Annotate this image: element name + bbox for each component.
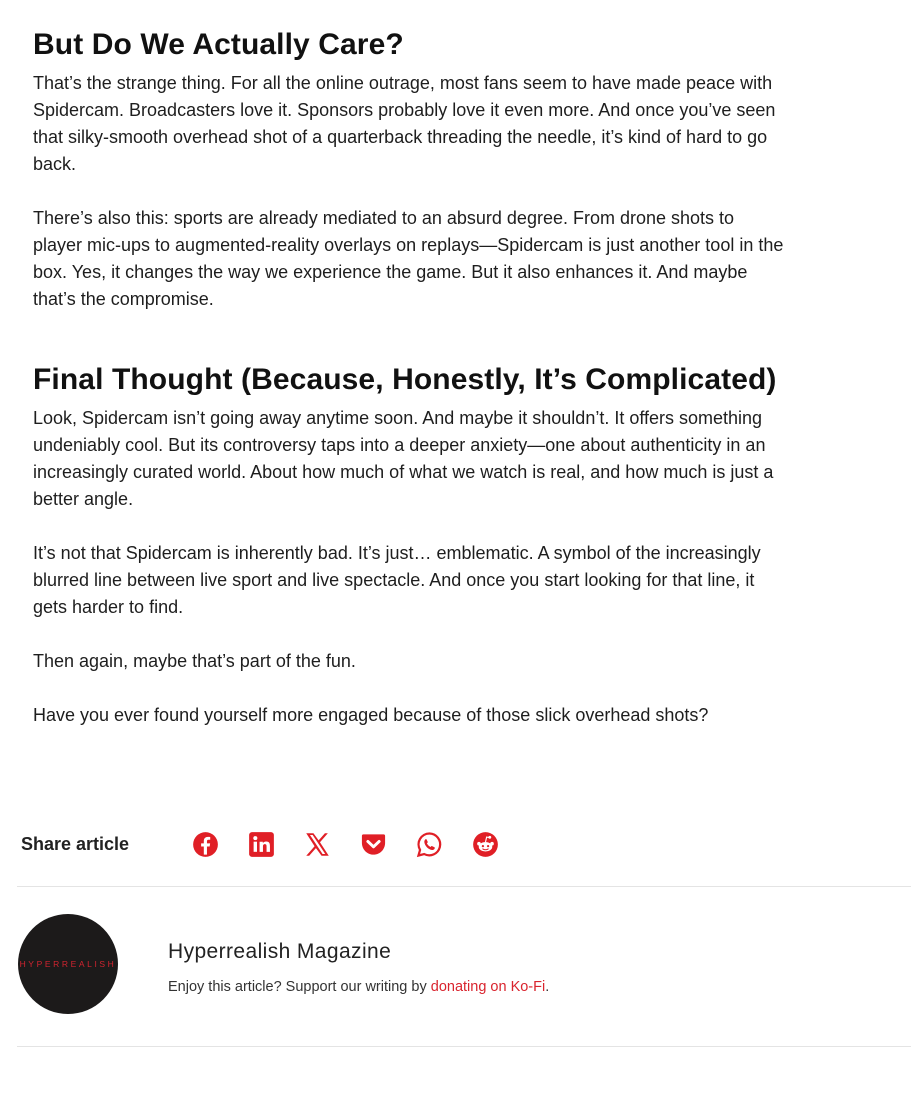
reddit-icon[interactable]	[469, 828, 501, 860]
linkedin-icon[interactable]	[245, 828, 277, 860]
author-box	[18, 914, 911, 1014]
author-bio-text: Enjoy this article? Support our writing by	[168, 979, 431, 995]
article-paragraph: It’s not that Spidercam is inherently bad. It’s just… emblematic. A symbol of the increasingly blurred line between live sport and live spectacle. And once you start looking for that line, it gets harder to find.	[33, 543, 761, 617]
section-heading: Final Thought (Because, Honestly, It’s Complicated)	[33, 363, 777, 396]
divider	[17, 886, 911, 887]
article-paragraph: Have you ever found yourself more engaged because of those slick overhead shots?	[33, 705, 709, 725]
whatsapp-icon[interactable]	[413, 828, 445, 860]
section-heading: But Do We Actually Care?	[33, 28, 404, 61]
article-paragraph: There’s also this: sports are already mediated to an absurd degree. From drone shots to player mic-ups to augmented-reality overlays on replays—Spidercam is just another tool in the box. Yes, it changes the way we experience the game. But it also enhances it. And maybe that’s the compromise.	[33, 208, 784, 309]
share-bar	[21, 826, 911, 862]
facebook-icon[interactable]	[189, 828, 221, 860]
share-icons	[189, 828, 501, 860]
author-name[interactable]: Hyperrealish Magazine	[168, 940, 392, 963]
kofi-donate-link[interactable]: donating on Ko-Fi	[430, 979, 546, 995]
pocket-icon[interactable]	[357, 828, 389, 860]
divider	[17, 1046, 911, 1047]
article-body	[33, 24, 788, 756]
avatar[interactable]	[18, 914, 118, 1014]
author-bio	[168, 979, 549, 995]
avatar-logo-text: HYPERREALISH	[19, 959, 117, 969]
share-label: Share article	[21, 833, 130, 854]
article-paragraph: Then again, maybe that’s part of the fun.	[33, 651, 356, 671]
article-paragraph: That’s the strange thing. For all the online outrage, most fans seem to have made peace with Spidercam. Broadcasters love it. Sponsors probably love it even more. And once you’ve seen that silky-smooth overhead shot of a quarterback threading the needle, it’s kind of hard to go back.	[33, 73, 776, 174]
x-icon[interactable]	[301, 828, 333, 860]
author-bio-suffix: .	[545, 979, 550, 995]
article-paragraph: Look, Spidercam isn’t going away anytime soon. And maybe it shouldn’t. It offers something undeniably cool. But its controversy taps into a deeper anxiety—one about authenticity in an increasingly curated world. About how much of what we watch is real, and how much is just a better angle.	[33, 408, 774, 509]
